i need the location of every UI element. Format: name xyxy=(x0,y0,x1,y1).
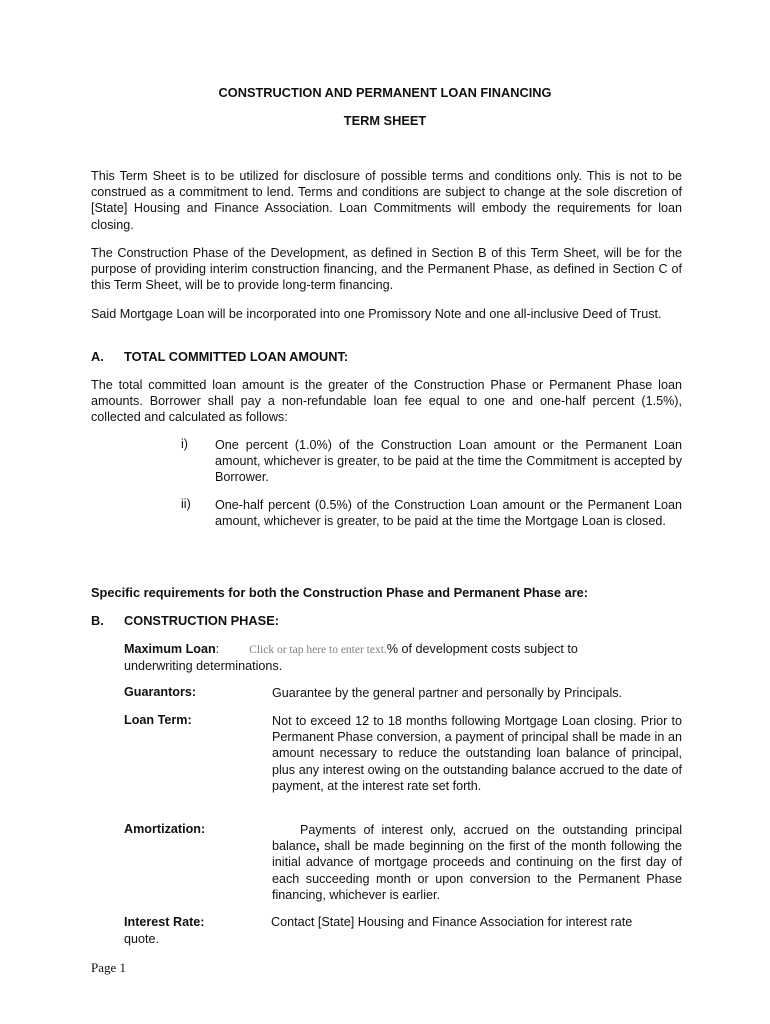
amortization-comma: , xyxy=(316,839,320,854)
interest-rate-text-line2: quote. xyxy=(124,932,160,946)
list-item-text: One-half percent (0.5%) of the Construction Loan amount or the Permanent Loan amount, whichever is greater, to be paid at the time the Mortgage Loan is closed. xyxy=(215,498,682,529)
maximum-loan-colon: : xyxy=(215,642,220,656)
maximum-loan-block xyxy=(124,641,684,674)
intro-paragraph-3: Said Mortgage Loan will be incorporated into one Promissory Note and one all-inclusive Deed of Trust. xyxy=(91,307,662,321)
specific-requirements-heading: Specific requirements for both the Construction Phase and Permanent Phase are: xyxy=(91,585,589,600)
intro-paragraph-1: This Term Sheet is to be utilized for disclosure of possible terms and conditions only. This is not to be construed as a commitment to lend. Terms and conditions are subject to change at the sole discretion of [State] Housing and Finance Association. Loan Commitments will embody the requirements for loan closing. xyxy=(91,169,682,232)
intro-paragraph-2: The Construction Phase of the Development, as defined in Section B of this Term Sheet, will be for the purpose of providing interim construction financing, and the Permanent Phase, as defined in Section C of this Term Sheet, will be to provide long-term financing. xyxy=(91,246,682,293)
loan-term-label: Loan Term: xyxy=(124,713,192,727)
page-number: Page 1 xyxy=(91,960,127,975)
list-item-number: i) xyxy=(181,437,188,451)
amortization-label: Amortization: xyxy=(124,822,206,836)
list-item-text: One percent (1.0%) of the Construction Loan amount or the Permanent Loan amount, whichever is greater, to be paid at the time the Commitment is accepted by Borrower. xyxy=(215,438,682,485)
interest-rate-label: Interest Rate: xyxy=(124,915,205,929)
maximum-loan-text: % of development costs subject to xyxy=(386,642,578,656)
section-b-heading: CONSTRUCTION PHASE: xyxy=(124,613,279,628)
interest-rate-text: Contact [State] Housing and Finance Association for interest rate xyxy=(271,915,633,929)
maximum-loan-label: Maximum Loan xyxy=(124,642,216,656)
section-a-heading: TOTAL COMMITTED LOAN AMOUNT: xyxy=(124,349,349,364)
amortization-text xyxy=(272,822,682,903)
amortization-text-part-a: Payments of interest only, accrued on the outstanding principal balance xyxy=(272,823,682,854)
guarantors-label: Guarantors: xyxy=(124,685,197,699)
section-a-body: The total committed loan amount is the greater of the Construction Phase or Permanent Phase loan amounts. Borrower shall pay a non-refundable loan fee equal to one and one-half percent (1.5%), collected and calculated as follows: xyxy=(91,378,682,425)
amortization-text-part-b: shall be made beginning on the first of the month following the initial advance of mortgage proceeds and continuing on the first day of each succeeding month or upon conversion to the Permanent Phase financing, whichever is earlier. xyxy=(272,839,682,902)
maximum-loan-input[interactable]: Click or tap here to enter text. xyxy=(249,644,387,656)
document-title: CONSTRUCTION AND PERMANENT LOAN FINANCING xyxy=(218,85,552,100)
loan-term-text: Not to exceed 12 to 18 months following Mortgage Loan closing. Prior to Permanent Phase conversion, a payment of principal shall be made in an amount necessary to reduce the outstanding loan balance of principal, plus any interest owing on the outstanding balance accrued to the date of payment, at the interest rate set forth. xyxy=(272,714,682,793)
guarantors-text: Guarantee by the general partner and personally by Principals. xyxy=(272,686,623,700)
document-subtitle: TERM SHEET xyxy=(343,113,427,128)
section-a-letter: A. xyxy=(91,349,104,364)
list-item-number: ii) xyxy=(181,497,191,511)
maximum-loan-text-line2: underwriting determinations. xyxy=(124,659,283,674)
section-b-letter: B. xyxy=(91,613,104,628)
